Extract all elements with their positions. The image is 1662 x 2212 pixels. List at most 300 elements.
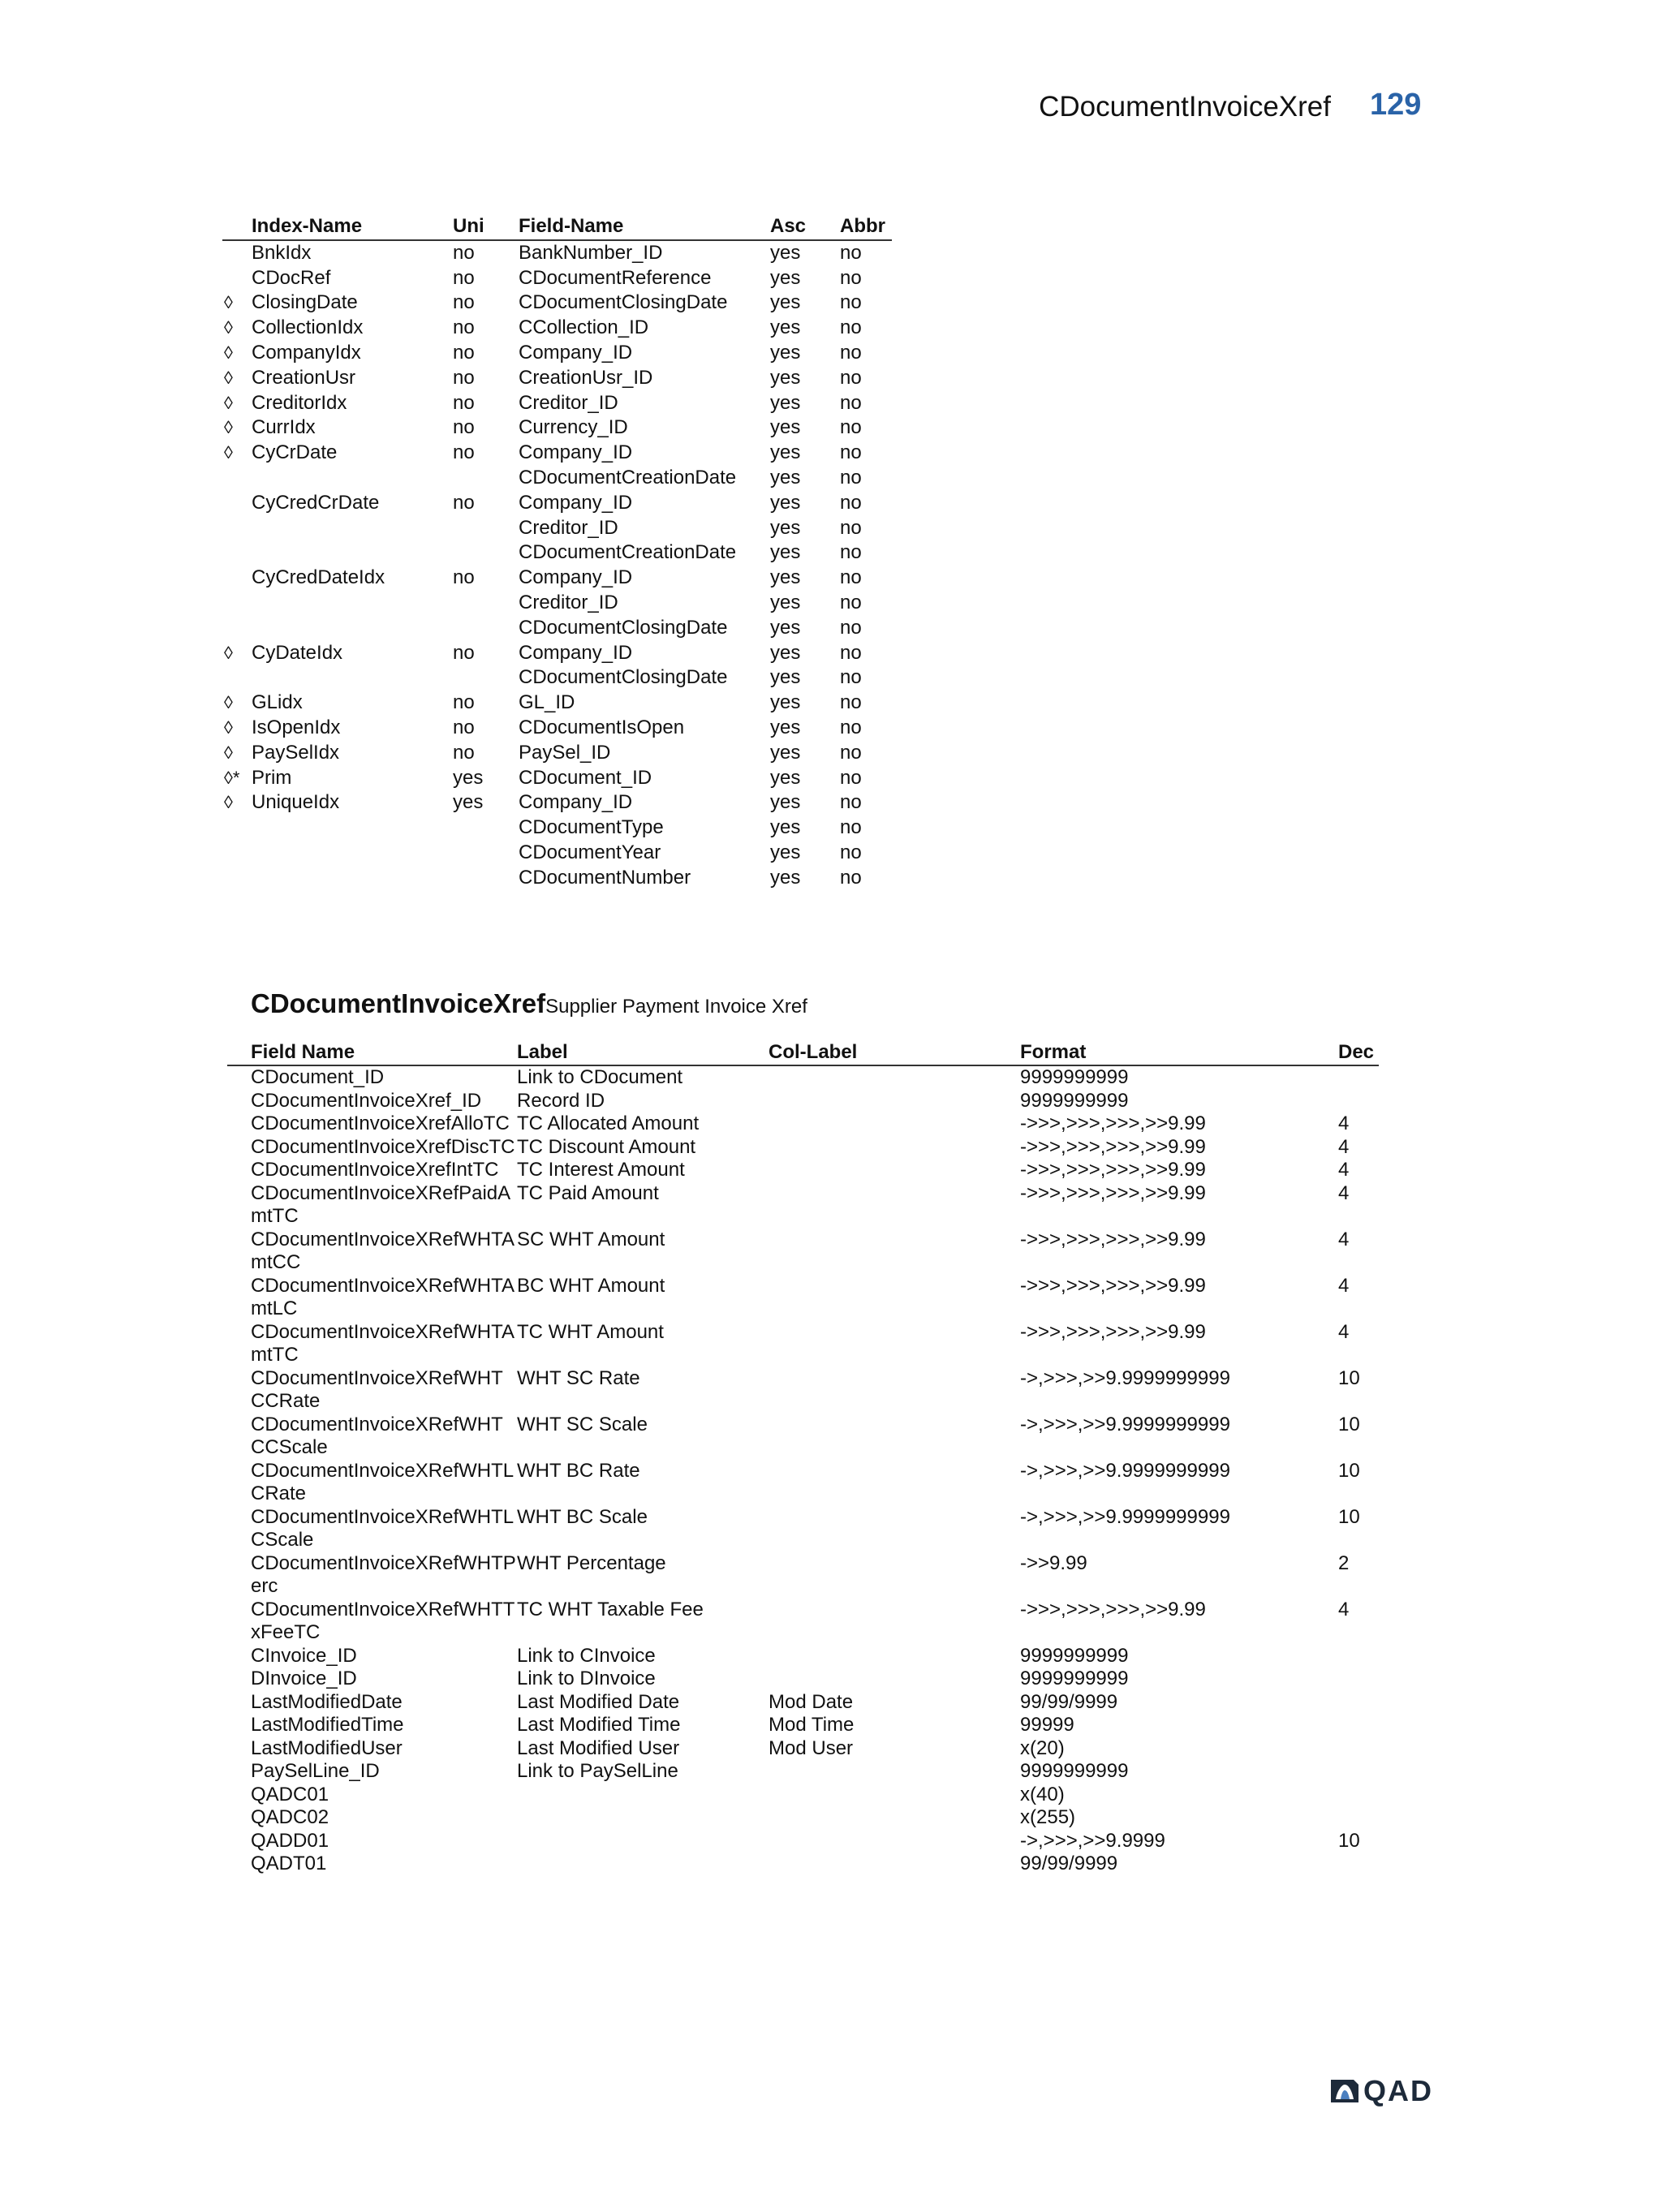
- index-abbr-cell: no: [840, 291, 862, 314]
- index-mark: [222, 466, 252, 491]
- index-mark: [222, 266, 252, 291]
- field-dec-cell: [1338, 1668, 1379, 1691]
- index-asc-cell: yes: [770, 241, 801, 264]
- index-abbr-cell: no: [840, 441, 862, 464]
- index-asc-cell: yes: [770, 866, 801, 889]
- index-abbr-cell: no: [840, 616, 862, 639]
- index-abbr-cell: no: [840, 341, 862, 364]
- page-number: 129: [1370, 88, 1422, 122]
- index-mark: [222, 665, 252, 691]
- field-col-label-cell: [769, 1414, 1020, 1460]
- index-mark: [222, 491, 252, 516]
- field-row: [227, 1321, 1379, 1367]
- field-name-cell: [227, 1853, 517, 1876]
- field-label-cell: TC Interest Amount: [517, 1159, 685, 1181]
- index-name-cell: [252, 866, 453, 891]
- index-abbr-cell: no: [840, 841, 862, 863]
- index-asc-cell: yes: [770, 566, 801, 589]
- index-field-cell: CDocumentClosingDate: [519, 291, 728, 314]
- column-header-uni: Uni: [453, 215, 484, 237]
- field-table-header: [227, 1040, 1379, 1065]
- index-row: [222, 741, 892, 766]
- field-name-text: CDocumentInvoiceXRefWHTCCScale: [251, 1413, 503, 1458]
- field-name-cell: [227, 1229, 517, 1275]
- column-header-format: Format: [1020, 1041, 1087, 1063]
- field-name-cell: [227, 1645, 517, 1668]
- field-col-label-cell: [769, 1599, 1020, 1645]
- field-format-cell: 9999999999: [1020, 1760, 1129, 1782]
- index-name-cell: CreationUsr: [252, 366, 356, 389]
- field-row: [227, 1645, 1379, 1668]
- index-field-cell: Company_ID: [519, 441, 633, 464]
- field-label-cell: Record ID: [517, 1089, 605, 1112]
- index-row: [222, 266, 892, 291]
- field-label-cell: BC WHT Amount: [517, 1274, 665, 1297]
- field-name-cell: [227, 1737, 517, 1761]
- index-abbr-cell: no: [840, 791, 862, 814]
- index-abbr-cell: no: [840, 366, 862, 389]
- index-name-cell: [252, 466, 453, 491]
- field-format-cell: ->,>>>,>>9.9999999999: [1020, 1459, 1230, 1482]
- field-name-text: PaySelLine_ID: [251, 1760, 380, 1782]
- index-unique-cell: no: [453, 716, 475, 738]
- index-asc-cell: yes: [770, 591, 801, 613]
- index-row: [222, 491, 892, 516]
- index-name-cell: [252, 591, 453, 616]
- column-header-abbr: Abbr: [840, 215, 885, 237]
- index-unique-cell: [453, 516, 519, 541]
- field-dec-cell: [1338, 1737, 1379, 1761]
- index-unique-cell: [453, 591, 519, 616]
- field-row: [227, 1784, 1379, 1807]
- field-format-cell: x(20): [1020, 1736, 1065, 1759]
- field-name-text: LastModifiedUser: [251, 1736, 403, 1759]
- index-field-cell: CDocumentYear: [519, 841, 661, 863]
- field-col-label-cell: [769, 1853, 1020, 1876]
- field-col-label-cell: [769, 1090, 1020, 1113]
- index-field-cell: Creditor_ID: [519, 591, 618, 613]
- field-format-cell: x(40): [1020, 1783, 1065, 1805]
- field-label-cell: Last Modified Date: [517, 1690, 680, 1713]
- field-name-text: CDocumentInvoiceXRefWHTPerc: [251, 1551, 516, 1597]
- field-col-label-cell: [769, 1367, 1020, 1414]
- index-mark: ◊: [224, 717, 233, 738]
- index-unique-cell: no: [453, 291, 475, 314]
- index-abbr-cell: no: [840, 741, 862, 764]
- field-name-cell: [227, 1691, 517, 1715]
- index-mark: ◊: [224, 317, 233, 338]
- index-asc-cell: yes: [770, 816, 801, 839]
- index-abbr-cell: no: [840, 266, 862, 289]
- field-name-text: CDocumentInvoiceXRefWHTAmtCC: [251, 1228, 515, 1273]
- index-abbr-cell: no: [840, 516, 862, 539]
- index-asc-cell: yes: [770, 641, 801, 664]
- field-name-text: CDocumentInvoiceXrefDiscTC: [251, 1135, 515, 1158]
- index-mark: ◊: [224, 792, 233, 813]
- field-row: [227, 1714, 1379, 1737]
- field-row: [227, 1065, 1379, 1090]
- field-col-label-cell: [769, 1112, 1020, 1136]
- field-name-cell: [227, 1830, 517, 1853]
- field-col-label-cell: Mod User: [769, 1736, 854, 1759]
- index-field-cell: Creditor_ID: [519, 391, 618, 414]
- index-name-cell: CyDateIdx: [252, 641, 343, 664]
- index-asc-cell: yes: [770, 366, 801, 389]
- field-format-cell: ->,>>>,>>9.9999999999: [1020, 1366, 1230, 1389]
- field-label-cell: SC WHT Amount: [517, 1228, 665, 1250]
- index-unique-cell: yes: [453, 791, 484, 814]
- index-field-cell: BankNumber_ID: [519, 241, 663, 264]
- index-unique-cell: no: [453, 316, 475, 339]
- index-mark: [222, 591, 252, 616]
- field-dec-cell: [1338, 1760, 1379, 1784]
- index-asc-cell: yes: [770, 466, 801, 488]
- field-name-text: QADC02: [251, 1806, 329, 1828]
- field-col-label-cell: [769, 1806, 1020, 1830]
- index-asc-cell: yes: [770, 841, 801, 863]
- index-row: [222, 766, 892, 791]
- index-asc-cell: yes: [770, 341, 801, 364]
- field-row: [227, 1460, 1379, 1506]
- column-header-col-label: Col-Label: [769, 1041, 858, 1063]
- field-name-cell: [227, 1112, 517, 1136]
- index-asc-cell: yes: [770, 441, 801, 464]
- index-name-cell: CyCredCrDate: [252, 491, 380, 514]
- field-label-cell: [517, 1806, 769, 1830]
- field-col-label-cell: [769, 1159, 1020, 1182]
- column-header-field-name: Field-Name: [519, 215, 624, 237]
- index-abbr-cell: no: [840, 816, 862, 839]
- index-name-cell: CreditorIdx: [252, 391, 347, 414]
- field-table-body: [227, 1065, 1379, 1876]
- field-name-text: CDocumentInvoiceXRefWHTLCRate: [251, 1459, 515, 1504]
- index-unique-cell: no: [453, 641, 475, 664]
- field-label-cell: WHT Percentage: [517, 1551, 666, 1574]
- field-table: [227, 1040, 1379, 1876]
- field-label-cell: WHT SC Rate: [517, 1366, 640, 1389]
- field-col-label-cell: [769, 1321, 1020, 1367]
- index-asc-cell: yes: [770, 716, 801, 738]
- index-name-cell: CyCredDateIdx: [252, 566, 385, 589]
- field-col-label-cell: Mod Date: [769, 1690, 854, 1713]
- index-name-cell: [252, 540, 453, 566]
- index-asc-cell: yes: [770, 616, 801, 639]
- field-col-label-cell: [769, 1506, 1020, 1552]
- field-col-label-cell: [769, 1229, 1020, 1275]
- index-field-cell: Company_ID: [519, 791, 633, 814]
- qad-logo-icon: [1329, 2076, 1360, 2106]
- field-name-text: CDocumentInvoiceXRefWHTAmtLC: [251, 1274, 515, 1319]
- field-row: [227, 1275, 1379, 1321]
- field-name-cell: [227, 1784, 517, 1807]
- field-row: [227, 1760, 1379, 1784]
- index-row: [222, 466, 892, 491]
- index-mark: ◊: [224, 367, 233, 388]
- field-format-cell: ->,>>>,>>9.9999999999: [1020, 1413, 1230, 1435]
- field-row: [227, 1112, 1379, 1136]
- field-format-cell: x(255): [1020, 1806, 1076, 1828]
- field-label-cell: Last Modified Time: [517, 1714, 681, 1736]
- field-dec-cell: 2: [1338, 1551, 1350, 1574]
- index-unique-cell: no: [453, 341, 475, 364]
- index-mark-header: [222, 214, 252, 240]
- index-field-cell: CDocumentCreationDate: [519, 541, 737, 564]
- index-unique-cell: no: [453, 441, 475, 464]
- field-row: [227, 1414, 1379, 1460]
- field-dec-cell: 4: [1338, 1274, 1350, 1297]
- field-dec-cell: 10: [1338, 1459, 1360, 1482]
- index-field-cell: CCollection_ID: [519, 316, 649, 339]
- field-col-label-cell: [769, 1065, 1020, 1090]
- index-field-cell: CDocumentReference: [519, 266, 712, 289]
- field-label-cell: Link to DInvoice: [517, 1668, 656, 1689]
- index-row: [222, 665, 892, 691]
- index-row: [222, 391, 892, 416]
- field-label-cell: WHT BC Rate: [517, 1459, 640, 1482]
- index-asc-cell: yes: [770, 391, 801, 414]
- index-name-cell: [252, 616, 453, 641]
- index-abbr-cell: no: [840, 466, 862, 488]
- index-name-cell: CompanyIdx: [252, 341, 361, 364]
- index-abbr-cell: no: [840, 866, 862, 889]
- index-abbr-cell: no: [840, 241, 862, 264]
- field-label-cell: Link to CDocument: [517, 1066, 683, 1088]
- field-name-text: QADD01: [251, 1829, 329, 1852]
- index-row: [222, 316, 892, 341]
- index-unique-cell: no: [453, 416, 475, 439]
- field-format-cell: 99/99/9999: [1020, 1690, 1118, 1713]
- index-unique-cell: [453, 540, 519, 566]
- page-header: [0, 0, 1662, 146]
- field-format-cell: ->>>,>>>,>>>,>>9.99: [1020, 1598, 1206, 1620]
- index-abbr-cell: no: [840, 316, 862, 339]
- field-format-cell: 99/99/9999: [1020, 1853, 1118, 1874]
- field-format-cell: ->,>>>,>>9.9999999999: [1020, 1505, 1230, 1528]
- index-asc-cell: yes: [770, 791, 801, 814]
- field-name-text: CDocumentInvoiceXref_ID: [251, 1089, 482, 1112]
- field-dec-cell: [1338, 1714, 1379, 1737]
- field-format-cell: ->,>>>,>>9.9999: [1020, 1829, 1165, 1852]
- field-row: [227, 1599, 1379, 1645]
- qad-logo: [1329, 2074, 1433, 2108]
- field-row: [227, 1737, 1379, 1761]
- index-abbr-cell: no: [840, 566, 862, 589]
- field-name-cell: [227, 1321, 517, 1367]
- index-mark: [222, 816, 252, 841]
- field-row: [227, 1090, 1379, 1113]
- index-name-cell: GLidx: [252, 691, 303, 714]
- field-row: [227, 1229, 1379, 1275]
- field-row: [227, 1182, 1379, 1229]
- index-unique-cell: no: [453, 266, 475, 289]
- field-format-cell: ->>>,>>>,>>>,>>9.99: [1020, 1135, 1206, 1158]
- index-mark: [222, 616, 252, 641]
- index-mark: [222, 841, 252, 866]
- field-dec-cell: [1338, 1691, 1379, 1715]
- index-field-cell: Company_ID: [519, 341, 633, 364]
- field-name-text: CDocumentInvoiceXRefWHTCCRate: [251, 1366, 503, 1412]
- index-abbr-cell: no: [840, 766, 862, 789]
- index-name-cell: [252, 816, 453, 841]
- field-label-cell: TC WHT Amount: [517, 1320, 664, 1343]
- index-name-cell: CyCrDate: [252, 441, 338, 464]
- field-name-cell: [227, 1367, 517, 1414]
- field-name-text: QADT01: [251, 1853, 327, 1874]
- index-field-cell: CreationUsr_ID: [519, 366, 653, 389]
- field-col-label-cell: [769, 1552, 1020, 1599]
- field-dec-cell: 10: [1338, 1366, 1360, 1389]
- index-unique-cell: no: [453, 366, 475, 389]
- field-row: [227, 1136, 1379, 1160]
- index-unique-cell: [453, 616, 519, 641]
- field-dec-cell: 4: [1338, 1228, 1350, 1250]
- field-name-cell: [227, 1414, 517, 1460]
- index-abbr-cell: no: [840, 391, 862, 414]
- field-dec-cell: [1338, 1065, 1379, 1090]
- index-mark: ◊*: [224, 767, 240, 788]
- index-asc-cell: yes: [770, 266, 801, 289]
- index-mark: ◊: [224, 392, 233, 413]
- index-name-cell: UniqueIdx: [252, 791, 340, 814]
- index-mark: [222, 240, 252, 266]
- column-header-dec: Dec: [1338, 1041, 1375, 1063]
- index-row: [222, 816, 892, 841]
- index-mark: ◊: [224, 342, 233, 363]
- field-name-cell: [227, 1668, 517, 1691]
- index-row: [222, 716, 892, 741]
- index-asc-cell: yes: [770, 691, 801, 714]
- field-col-label-cell: [769, 1645, 1020, 1668]
- index-asc-cell: yes: [770, 491, 801, 514]
- field-name-text: CDocumentInvoiceXrefIntTC: [251, 1159, 499, 1181]
- index-asc-cell: yes: [770, 416, 801, 439]
- column-header-index-name: Index-Name: [252, 215, 363, 237]
- index-field-cell: GL_ID: [519, 691, 575, 714]
- field-row: [227, 1691, 1379, 1715]
- field-row: [227, 1830, 1379, 1853]
- field-dec-cell: 4: [1338, 1598, 1350, 1620]
- field-label-cell: [517, 1784, 769, 1807]
- field-label-cell: [517, 1853, 769, 1876]
- field-name-text: LastModifiedDate: [251, 1690, 403, 1713]
- field-format-cell: 9999999999: [1020, 1668, 1129, 1689]
- field-label-cell: Last Modified User: [517, 1736, 680, 1759]
- index-row: [222, 641, 892, 666]
- field-name-cell: [227, 1806, 517, 1830]
- index-field-cell: Company_ID: [519, 491, 633, 514]
- field-dec-cell: [1338, 1090, 1379, 1113]
- field-format-cell: ->>>,>>>,>>>,>>9.99: [1020, 1320, 1206, 1343]
- index-row: [222, 790, 892, 816]
- field-dec-cell: 4: [1338, 1159, 1350, 1181]
- field-col-label-cell: [769, 1760, 1020, 1784]
- index-field-cell: CDocument_ID: [519, 766, 652, 789]
- index-field-cell: CDocumentCreationDate: [519, 466, 737, 488]
- field-name-cell: [227, 1090, 517, 1113]
- field-format-cell: 9999999999: [1020, 1066, 1129, 1088]
- field-label-cell: WHT BC Scale: [517, 1505, 648, 1528]
- field-dec-cell: [1338, 1806, 1379, 1830]
- index-unique-cell: [453, 665, 519, 691]
- field-dec-cell: 4: [1338, 1181, 1350, 1204]
- index-unique-cell: [453, 866, 519, 891]
- index-unique-cell: [453, 816, 519, 841]
- field-label-cell: WHT SC Scale: [517, 1413, 648, 1435]
- field-format-cell: ->>>,>>>,>>>,>>9.99: [1020, 1274, 1206, 1297]
- index-mark: ◊: [224, 442, 233, 463]
- index-row: [222, 540, 892, 566]
- index-unique-cell: no: [453, 241, 475, 264]
- field-row: [227, 1853, 1379, 1876]
- field-name-cell: [227, 1275, 517, 1321]
- field-name-text: DInvoice_ID: [251, 1668, 357, 1689]
- field-label-cell: Link to CInvoice: [517, 1644, 656, 1667]
- field-dec-cell: [1338, 1645, 1379, 1668]
- index-name-cell: PaySelIdx: [252, 741, 340, 764]
- index-row: [222, 240, 892, 266]
- index-name-cell: CDocRef: [252, 266, 331, 289]
- index-unique-cell: [453, 466, 519, 491]
- index-field-cell: Currency_ID: [519, 416, 628, 439]
- index-row: [222, 341, 892, 366]
- index-field-cell: Company_ID: [519, 641, 633, 664]
- field-label-cell: TC WHT Taxable Fee: [517, 1598, 704, 1620]
- field-name-cell: [227, 1714, 517, 1737]
- field-label-cell: TC Discount Amount: [517, 1135, 696, 1158]
- index-field-cell: Company_ID: [519, 566, 633, 589]
- index-asc-cell: yes: [770, 766, 801, 789]
- index-row: [222, 841, 892, 866]
- index-field-cell: Creditor_ID: [519, 516, 618, 539]
- index-table-header: [222, 214, 892, 240]
- index-mark: ◊: [224, 692, 233, 713]
- index-row: [222, 616, 892, 641]
- index-row: [222, 516, 892, 541]
- section-heading: [251, 988, 807, 1019]
- index-field-cell: CDocumentNumber: [519, 866, 691, 889]
- index-field-cell: PaySel_ID: [519, 741, 611, 764]
- field-format-cell: ->>>,>>>,>>>,>>9.99: [1020, 1112, 1206, 1134]
- field-name-cell: [227, 1182, 517, 1229]
- field-row: [227, 1552, 1379, 1599]
- index-name-cell: ClosingDate: [252, 291, 358, 314]
- section-subtitle: Supplier Payment Invoice Xref: [545, 996, 807, 1018]
- index-abbr-cell: no: [840, 416, 862, 439]
- field-name-text: CDocumentInvoiceXrefAlloTC: [251, 1112, 510, 1134]
- field-name-text: CDocumentInvoiceXRefPaidAmtTC: [251, 1181, 511, 1227]
- field-format-cell: ->>>,>>>,>>>,>>9.99: [1020, 1159, 1206, 1181]
- field-format-cell: 9999999999: [1020, 1644, 1129, 1667]
- index-name-cell: IsOpenIdx: [252, 716, 341, 738]
- column-header-field-name: Field Name: [251, 1041, 355, 1063]
- field-name-text: CDocumentInvoiceXRefWHTLCScale: [251, 1505, 515, 1551]
- field-name-cell: [227, 1506, 517, 1552]
- field-col-label-cell: [769, 1460, 1020, 1506]
- index-row: [222, 441, 892, 466]
- index-mark: ◊: [224, 417, 233, 438]
- index-unique-cell: no: [453, 691, 475, 714]
- field-row: [227, 1668, 1379, 1691]
- field-dec-cell: 4: [1338, 1135, 1350, 1158]
- field-name-cell: [227, 1599, 517, 1645]
- index-row: [222, 591, 892, 616]
- index-row: [222, 866, 892, 891]
- field-row: [227, 1506, 1379, 1552]
- field-format-cell: 9999999999: [1020, 1089, 1129, 1112]
- field-col-label-cell: [769, 1830, 1020, 1853]
- logo-text: QAD: [1363, 2074, 1433, 2107]
- index-abbr-cell: no: [840, 591, 862, 613]
